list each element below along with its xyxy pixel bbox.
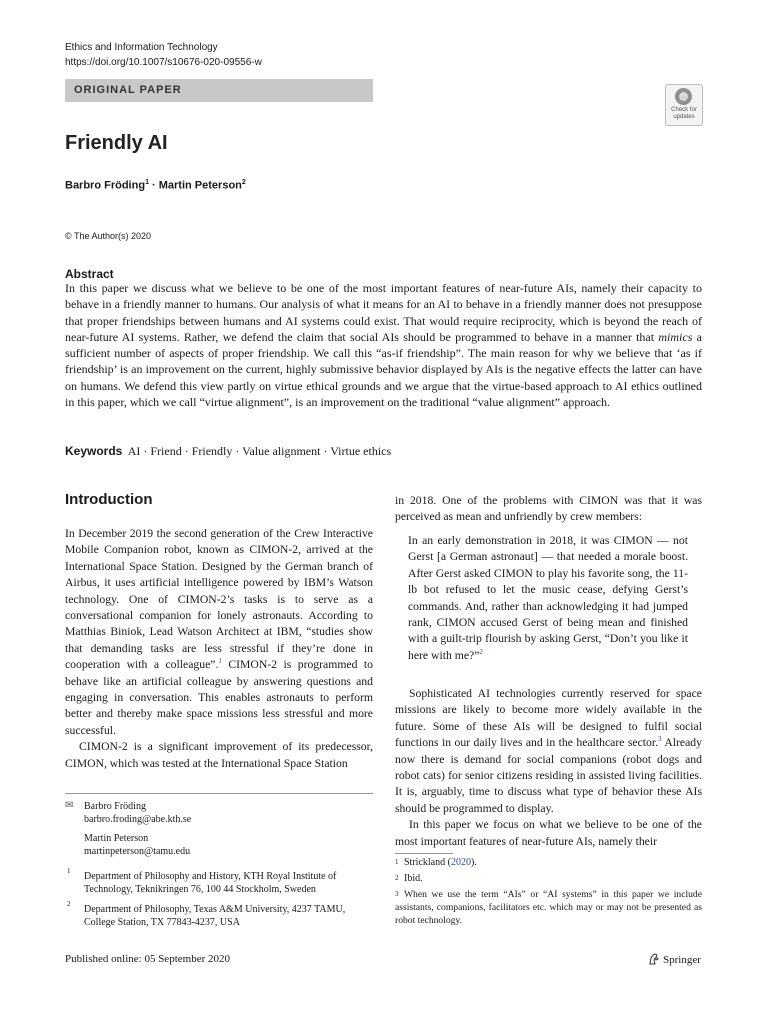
badge-line1: Check for	[671, 107, 697, 113]
intro-paragraph-2-cont: in 2018. One of the problems with CIMON was that it was perceived as mean and unfriendly by crew members:	[395, 494, 702, 524]
author-1[interactable]: Barbro Fröding	[65, 179, 146, 192]
intro-left-column	[65, 526, 373, 772]
fn1-text: Strickland (	[404, 857, 451, 868]
springer-horse-icon	[647, 952, 660, 965]
intro-right-column	[395, 686, 702, 850]
abstract-emphasis: mimics	[658, 329, 693, 344]
publisher-name: Springer	[663, 954, 701, 966]
p1-text-b: CIMON-2 is programmed to behave like an artificial colleague by answering questions and engaging in conversation. This enables astronauts to perform better and thereby make space missions less stressful and more successful.	[65, 658, 373, 737]
affiliation-2-num: 2	[67, 900, 71, 908]
journal-name: Ethics and Information Technology	[65, 42, 218, 53]
update-icon	[675, 88, 692, 105]
check-for-updates-badge[interactable]	[665, 84, 703, 126]
left-footnote-rule	[65, 793, 373, 794]
publisher-logo	[647, 952, 701, 966]
fn1-end: ).	[470, 857, 477, 868]
fn1-citation-link[interactable]: 2020	[450, 857, 471, 868]
keywords-list: AI · Friend · Friendly · Value alignment · Virtue ethics	[127, 444, 392, 458]
footnote-1	[395, 856, 702, 869]
abstract-part1: In this paper we discuss what we believe to be one of the most important features of near-future AIs, namely their capacity to behave in a friendly manner to humans. Our analysis of what it means for an AI to behave in a friendly manner does not presuppose that proper friendships between humans and AI systems could exist. That would require reciprocity, which is beyond the reach of near-future AI systems. Rather, we defend the claim that social AIs should be programmed to behave in a manner that	[65, 281, 702, 344]
correspondence-1	[84, 800, 191, 826]
intro-paragraph-2: CIMON-2 is a significant improvement of its predecessor, CIMON, which was tested at the International Space Station	[65, 740, 373, 770]
author-2-affil: 2	[241, 179, 246, 186]
abstract-heading: Abstract	[65, 267, 114, 281]
paper-type-bar	[65, 79, 373, 102]
block-quote	[408, 533, 688, 664]
author-separator: ·	[148, 179, 159, 192]
corr-name-2: Martin Peterson	[84, 833, 149, 844]
right-footnote-rule	[395, 853, 453, 854]
doi-link[interactable]: https://doi.org/10.1007/s10676-020-09556-w	[65, 57, 262, 68]
envelope-icon: ✉	[65, 800, 74, 811]
fn1-num: 1	[395, 858, 399, 866]
intro-paragraph-3	[395, 686, 702, 817]
keywords	[65, 444, 391, 459]
fn2-text: Ibid.	[404, 873, 423, 884]
footnote-3	[395, 888, 702, 927]
badge-line2: updates	[673, 114, 695, 120]
p1-text-a: In December 2019 the second generation of the Crew Interactive Mobile Companion robot, known as CIMON-2, arrived at the International Space Station. Designed by the German branch of Airbus, it uses artificial intelligence powered by IBM’s Watson technology. One of CIMON-2’s tasks is to serve as a conversational companion for lonely astronauts. According to Matthias Biniok, Lead Watson Architect at IBM, “studies show that demanding tasks are less stressful if they’re done in cooperation with a colleague”.	[65, 527, 373, 672]
paper-title: Friendly AI	[65, 132, 168, 154]
copyright: © The Author(s) 2020	[65, 231, 152, 241]
p3-text-b: Already now there is demand for social companions (robot dogs and robot cats) for senior citizens residing in assisted living facilities. It is, arguably, time to discuss what type of behavior these AIs should be programmed to display.	[395, 736, 702, 815]
footnote-ref-1[interactable]: 1	[218, 657, 222, 666]
intro-paragraph-1	[65, 526, 373, 739]
paper-type-label: ORIGINAL PAPER	[74, 84, 182, 96]
affiliation-2: Department of Philosophy, Texas A&M University, 4237 TAMU, College Station, TX 77843-4237, USA	[84, 904, 346, 928]
fn2-num: 2	[395, 874, 399, 882]
fn3-text: When we use the term “AIs” or “AI systems” in this paper we include assistants, companions, facilitators etc. which may or may not be presented as robot technology.	[395, 889, 702, 926]
published-date: Published online: 05 September 2020	[65, 953, 230, 965]
corr-name-1: Barbro Fröding	[84, 801, 146, 812]
footnote-ref-2[interactable]: 2	[479, 647, 483, 656]
author-2[interactable]: Martin Peterson	[158, 179, 242, 192]
corr-email-1[interactable]: barbro.froding@abe.kth.se	[84, 814, 192, 825]
affiliation-1-num: 1	[67, 867, 71, 875]
correspondence-2	[84, 832, 190, 858]
affiliation-1: Department of Philosophy and History, KTH Royal Institute of Technology, Teknikringen 76, 100 44 Stockholm, Sweden	[84, 871, 337, 895]
author-1-affil: 1	[145, 179, 149, 186]
footnote-2	[395, 872, 702, 885]
keywords-label: Keywords	[65, 444, 123, 458]
footnote-ref-3[interactable]: 3	[658, 735, 662, 744]
introduction-heading: Introduction	[65, 491, 153, 508]
abstract-text	[65, 280, 702, 410]
intro-paragraph-4: In this paper we focus on what we believe to be one of the most important features of near-future AIs, namely their	[395, 818, 702, 848]
corr-email-2[interactable]: martinpeterson@tamu.edu	[84, 846, 191, 857]
p3-text-a: Sophisticated AI technologies currently reserved for space missions are likely to become more widely available in the future. Some of these AIs will be designed to fulfil social functions in our daily lives and in the healthcare sector.	[395, 687, 702, 750]
fn3-num: 3	[395, 890, 399, 898]
quote-text: In an early demonstration in 2018, it was CIMON — not Gerst [a German astronaut] — that needed a morale boost. After Gerst asked CIMON to play his favorite song, the 11-lb bot refused to let the music cease, defying Gerst’s commands. And, rather than acknowledging it had jumped rank, CIMON accused Gerst of being mean and finished with a guilt-trip flourish by asking Gerst, “Don’t you like it here with me?”	[408, 534, 688, 662]
abstract-part2: a sufficient number of aspects of proper friendship. We call this “as-if friendship”. The main reason for why we believe that ‘as if friendship’ is an improvement on the current, highly submissive behavior displayed by AIs is the negative effects the latter can have on humans. We defend this view partly on virtue ethical grounds and we argue that the virtue-based approach to AI ethics outlined in this paper, which we call “virtue alignment”, is an improvement on the traditional “value alignment” approach.	[65, 329, 702, 410]
author-line	[65, 179, 246, 192]
